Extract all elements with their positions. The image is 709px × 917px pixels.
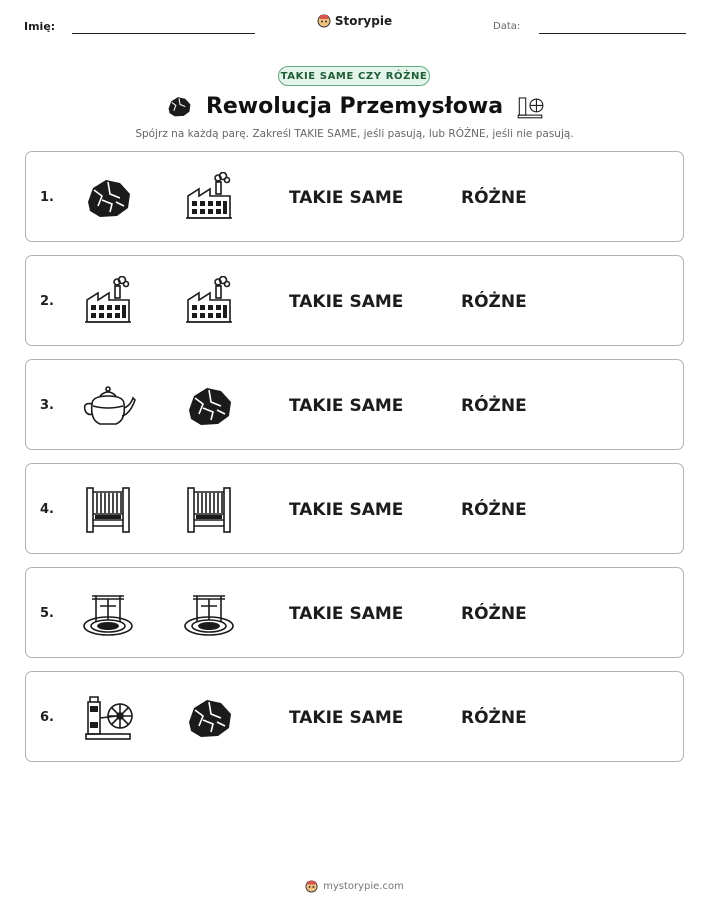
option-same[interactable]: TAKIE SAME (289, 604, 404, 624)
question-number: 2. (40, 294, 54, 309)
question-number: 4. (40, 502, 54, 517)
question-number: 3. (40, 398, 54, 413)
question-card (25, 567, 684, 658)
option-different[interactable]: RÓŻNE (461, 292, 527, 312)
mine-shaft-icon (181, 588, 237, 638)
question-card (25, 359, 684, 450)
coal-icon (164, 93, 194, 119)
coal-icon (181, 380, 237, 430)
option-different[interactable]: RÓŻNE (461, 500, 527, 520)
option-same[interactable]: TAKIE SAME (289, 500, 404, 520)
coal-icon (80, 172, 136, 222)
steam-engine-icon (515, 92, 545, 120)
option-same[interactable]: TAKIE SAME (289, 188, 404, 208)
teapot-icon (80, 380, 136, 430)
footer-url: mystorypie.com (323, 881, 404, 892)
brand-name: Storypie (334, 14, 393, 28)
brand-logo (0, 14, 709, 28)
question-number: 1. (40, 190, 54, 205)
mine-shaft-icon (80, 588, 136, 638)
question-card (25, 463, 684, 554)
question-card (25, 151, 684, 242)
storypie-mascot-icon (317, 14, 331, 28)
factory-icon (181, 172, 237, 222)
option-different[interactable]: RÓŻNE (461, 396, 527, 416)
loom-icon (181, 484, 237, 534)
name-label: Imię: (24, 20, 56, 33)
name-field[interactable] (72, 33, 255, 34)
option-same[interactable]: TAKIE SAME (289, 708, 404, 728)
question-card (25, 671, 684, 762)
date-label: Data: (493, 21, 521, 32)
page-title: Rewolucja Przemysłowa (205, 93, 504, 119)
option-different[interactable]: RÓŻNE (461, 604, 527, 624)
option-different[interactable]: RÓŻNE (461, 708, 527, 728)
question-number: 5. (40, 606, 54, 621)
date-field[interactable] (539, 33, 686, 34)
storypie-mascot-icon (305, 880, 318, 893)
question-card (25, 255, 684, 346)
option-same[interactable]: TAKIE SAME (289, 292, 404, 312)
factory-icon (181, 276, 237, 326)
option-same[interactable]: TAKIE SAME (289, 396, 404, 416)
option-different[interactable]: RÓŻNE (461, 188, 527, 208)
loom-icon (80, 484, 136, 534)
footer (0, 880, 709, 893)
factory-icon (80, 276, 136, 326)
worksheet-type-badge: TAKIE SAME CZY RÓŻNE (278, 66, 430, 86)
question-number: 6. (40, 710, 54, 725)
coal-icon (181, 692, 237, 742)
steam-engine-icon (80, 692, 136, 742)
instructions: Spójrz na każdą parę. Zakreśl TAKIE SAME, jeśli pasują, lub RÓŻNE, jeśli nie pasują. (135, 128, 574, 140)
